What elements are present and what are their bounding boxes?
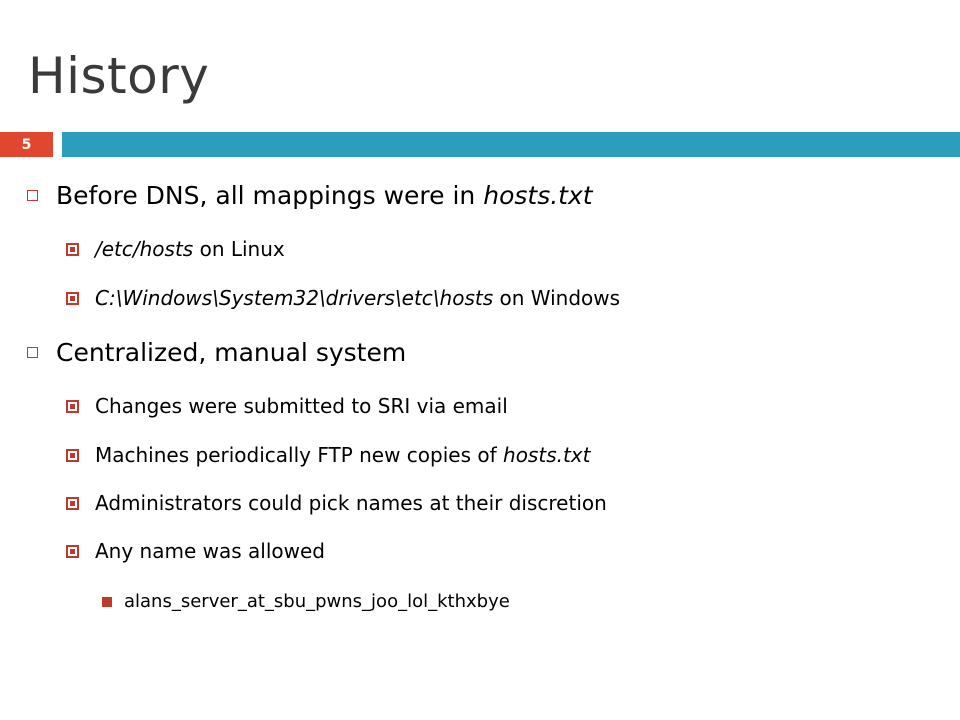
bullet-item xyxy=(27,181,593,210)
bullet-text: Changes were submitted to SRI via email xyxy=(95,394,508,418)
framed-square-bullet-icon xyxy=(66,400,79,413)
page-number: 5 xyxy=(0,132,53,157)
bullet-text: Machines periodically FTP new copies of hosts.txt xyxy=(95,443,591,467)
framed-square-bullet-icon xyxy=(66,243,79,256)
bullet-item xyxy=(66,443,591,467)
bullet-text: Before DNS, all mappings were in hosts.txt xyxy=(56,181,593,210)
header-bar xyxy=(0,132,960,157)
bullet-text: Administrators could pick names at their discretion xyxy=(95,491,607,515)
bullet-text: Centralized, manual system xyxy=(56,338,407,367)
bullet-text: /etc/hosts on Linux xyxy=(95,237,285,261)
slide-title: History xyxy=(28,47,210,105)
bullet-item xyxy=(102,591,510,612)
bullet-text: Any name was allowed xyxy=(95,539,325,563)
bullet-item xyxy=(66,539,325,563)
bullet-text: alans_server_at_sbu_pwns_joo_lol_kthxbye xyxy=(124,591,510,612)
hollow-square-bullet-icon xyxy=(27,190,38,201)
bullet-item xyxy=(66,394,508,418)
bullet-item xyxy=(66,491,607,515)
bullet-text: C:\Windows\System32\drivers\etc\hosts on Windows xyxy=(95,286,621,310)
bullet-item xyxy=(66,237,285,261)
bullet-item xyxy=(27,338,406,367)
hollow-square-bullet-icon xyxy=(27,347,38,358)
framed-square-bullet-icon xyxy=(66,449,79,462)
header-rule xyxy=(62,132,960,157)
bullet-item xyxy=(66,286,620,310)
framed-square-bullet-icon xyxy=(66,545,79,558)
framed-square-bullet-icon xyxy=(66,497,79,510)
framed-square-bullet-icon xyxy=(66,292,79,305)
filled-square-bullet-icon xyxy=(102,597,112,607)
